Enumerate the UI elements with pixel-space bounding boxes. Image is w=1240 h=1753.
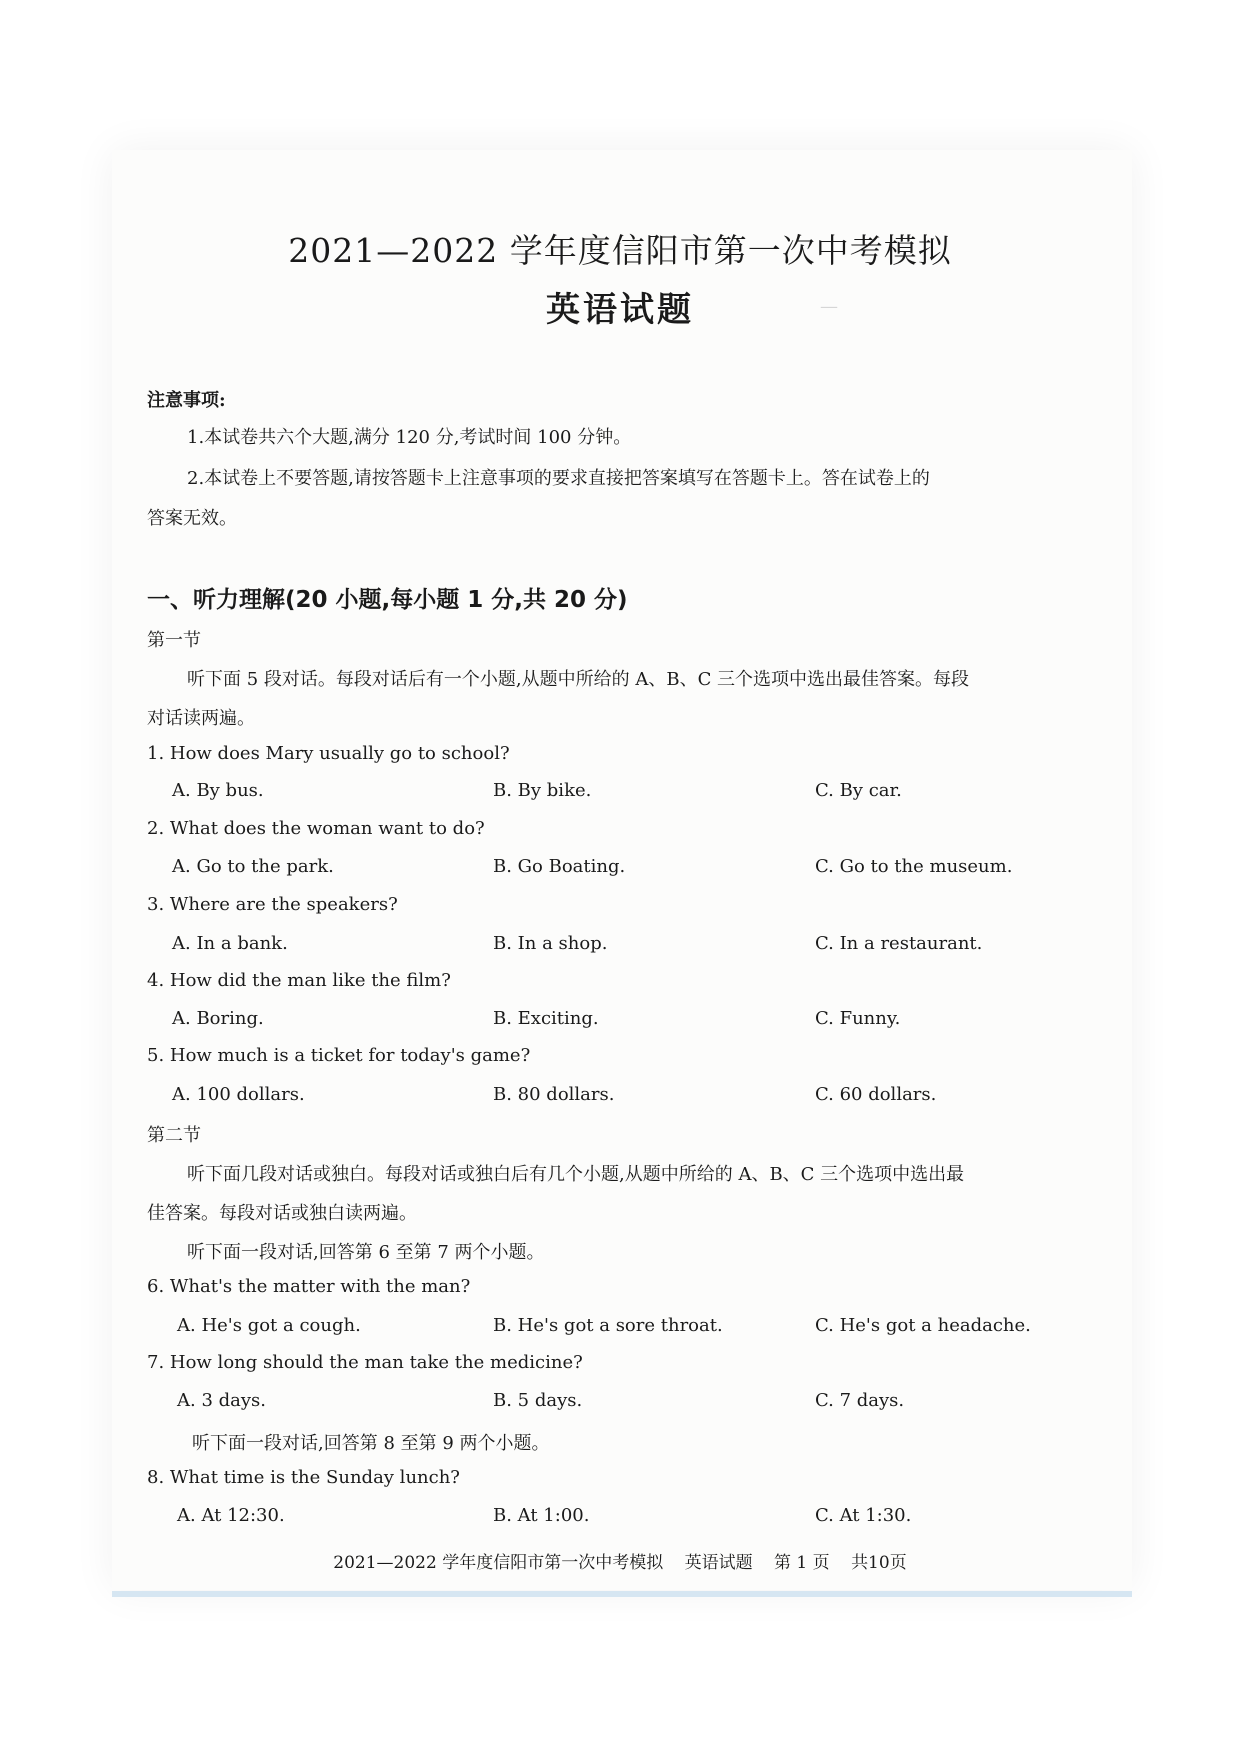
q5-option-a: A. 100 dollars. (172, 1084, 305, 1105)
q4-option-b: B. Exciting. (493, 1008, 599, 1029)
question-8: 8. What time is the Sunday lunch? (147, 1467, 460, 1488)
notice-item-2: 2.本试卷上不要答题,请按答题卡上注意事项的要求直接把答案填写在答题卡上。答在试卷上的 (187, 468, 930, 489)
footer-subject: 英语试题 (684, 1553, 753, 1573)
notice-item-1: 1.本试卷共六个大题,满分 120 分,考试时间 100 分钟。 (187, 427, 632, 448)
question-2: 2. What does the woman want to do? (147, 818, 485, 839)
subsection-instruction-8-9: 听下面一段对话,回答第 8 至第 9 两个小题。 (192, 1433, 550, 1454)
part1-label: 第一节 (147, 630, 201, 651)
part1-instruction: 听下面 5 段对话。每段对话后有一个小题,从题中所给的 A、B、C 三个选项中选出最佳答案。每段 (187, 669, 970, 690)
q8-option-b: B. At 1:00. (493, 1505, 590, 1526)
footer-exam-name: 2021—2022 学年度信阳市第一次中考模拟 (333, 1553, 664, 1573)
notice-heading: 注意事项: (147, 390, 226, 411)
q1-option-b: B. By bike. (493, 780, 592, 801)
page-footer (0, 1548, 1240, 1573)
footer-page-number: 第 1 页 (774, 1553, 830, 1573)
part2-label: 第二节 (147, 1125, 201, 1146)
q4-option-a: A. Boring. (172, 1008, 264, 1029)
q6-option-b: B. He's got a sore throat. (493, 1315, 723, 1336)
question-3: 3. Where are the speakers? (147, 894, 398, 915)
q6-option-a: A. He's got a cough. (177, 1315, 361, 1336)
q8-option-a: A. At 12:30. (177, 1505, 285, 1526)
scan-edge-band (112, 1591, 1132, 1597)
q5-option-c: C. 60 dollars. (815, 1084, 937, 1105)
question-4: 4. How did the man like the film? (147, 970, 451, 991)
footer-total-pages: 共10页 (851, 1553, 907, 1573)
q2-option-b: B. Go Boating. (493, 856, 626, 877)
q7-option-b: B. 5 days. (493, 1390, 583, 1411)
q3-option-a: A. In a bank. (172, 933, 288, 954)
question-1: 1. How does Mary usually go to school? (147, 743, 510, 764)
q3-option-b: B. In a shop. (493, 933, 608, 954)
q1-option-c: C. By car. (815, 780, 902, 801)
q6-option-c: C. He's got a headache. (815, 1315, 1031, 1336)
q1-option-a: A. By bus. (172, 780, 264, 801)
question-6: 6. What's the matter with the man? (147, 1276, 471, 1297)
q4-option-c: C. Funny. (815, 1008, 901, 1029)
exam-title: 2021—2022 学年度信阳市第一次中考模拟 (288, 231, 952, 270)
question-7: 7. How long should the man take the medicine? (147, 1352, 583, 1373)
q2-option-c: C. Go to the museum. (815, 856, 1013, 877)
subsection-instruction-6-7: 听下面一段对话,回答第 6 至第 7 两个小题。 (187, 1242, 545, 1263)
notice-item-2-cont: 答案无效。 (147, 508, 237, 529)
part1-instruction-cont: 对话读两遍。 (147, 708, 255, 729)
q3-option-c: C. In a restaurant. (815, 933, 983, 954)
question-5: 5. How much is a ticket for today's game? (147, 1045, 531, 1066)
q2-option-a: A. Go to the park. (172, 856, 334, 877)
q7-option-a: A. 3 days. (177, 1390, 266, 1411)
section-heading: 一、听力理解(20 小题,每小题 1 分,共 20 分) (147, 587, 628, 613)
exam-subtitle: 英语试题 (546, 290, 694, 330)
bleed-through-text: — (820, 296, 838, 317)
part2-instruction: 听下面几段对话或独白。每段对话或独白后有几个小题,从题中所给的 A、B、C 三个选项中选出最 (187, 1164, 965, 1185)
q5-option-b: B. 80 dollars. (493, 1084, 615, 1105)
q8-option-c: C. At 1:30. (815, 1505, 912, 1526)
part2-instruction-cont: 佳答案。每段对话或独白读两遍。 (147, 1203, 417, 1224)
q7-option-c: C. 7 days. (815, 1390, 905, 1411)
